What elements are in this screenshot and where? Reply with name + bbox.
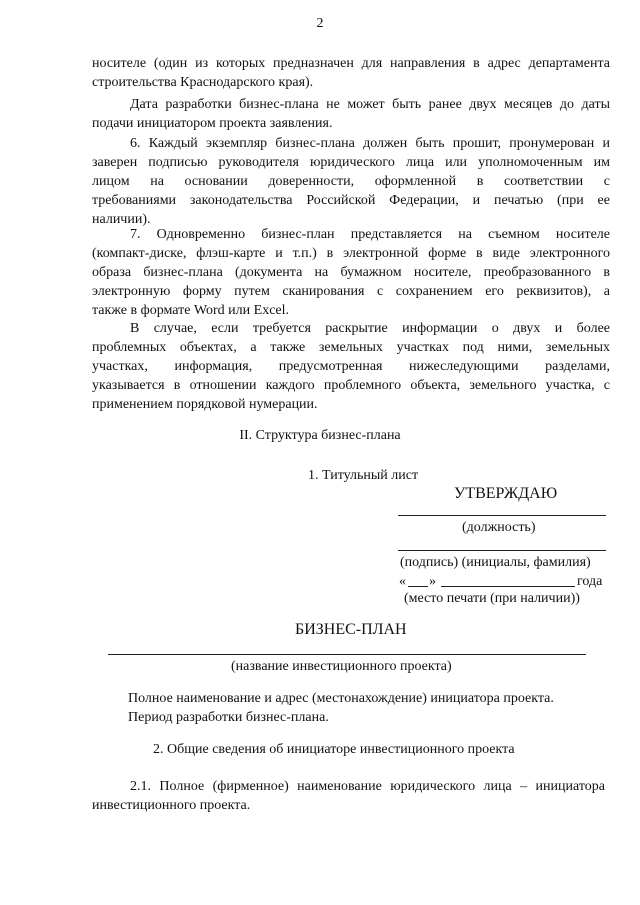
paragraph-line: подачи инициатором проекта заявления.	[92, 116, 333, 131]
paragraph-line: носителе (один из которых предназначен для направления в адрес департамента	[92, 56, 610, 71]
paragraph-line: образа бизнес-плана (документа на бумажном носителе, преобразованного в	[92, 265, 610, 280]
period-line: Период разработки бизнес-плана.	[128, 710, 329, 725]
month-blank-line	[441, 586, 575, 587]
signature-blank-line	[398, 550, 606, 551]
project-name-blank-line	[108, 654, 586, 655]
paragraph-line: применением порядковой нумерации.	[92, 397, 318, 412]
seal-caption: (место печати (при наличии))	[404, 591, 580, 606]
paragraph-line: требованиями законодательства Российской Федерации, и печатью (при ее	[92, 193, 610, 208]
paragraph-item-6	[92, 134, 610, 229]
paragraph-line: наличии).	[92, 212, 151, 227]
section-heading: II. Структура бизнес-плана	[239, 428, 401, 443]
paragraph-line: 6. Каждый экземпляр бизнес-плана должен быть прошит, пронумерован и	[130, 136, 610, 151]
section-2-heading: 2. Общие сведения об инициаторе инвестиционного проекта	[153, 742, 515, 757]
paragraph-multiple-objects	[92, 319, 610, 414]
paragraph-line: заверен подписью руководителя юридического лица или уполномоченным им	[92, 155, 610, 170]
paragraph-line: электронную форму путем сканирования с сохранением его реквизитов), а	[92, 284, 610, 299]
day-blank-line	[408, 586, 428, 587]
position-blank-line	[398, 515, 606, 516]
position-caption: (должность)	[462, 520, 536, 535]
date-open-quote: «	[399, 574, 406, 589]
project-name-caption: (название инвестиционного проекта)	[231, 659, 452, 674]
date-close-quote: »	[429, 574, 436, 589]
page-number: 2	[316, 16, 324, 31]
paragraph-line: участках, информация, предусмотренная нижеследующими разделами,	[92, 359, 610, 374]
paragraph-line: указывается в отношении каждого проблемного объекта, земельного участка, с	[92, 378, 610, 393]
clause-2-1	[92, 777, 605, 815]
paragraph-line: строительства Краснодарского края).	[92, 75, 314, 90]
signature-caption: (подпись) (инициалы, фамилия)	[400, 555, 591, 570]
paragraph-continuation	[92, 54, 610, 92]
initiator-line: Полное наименование и адрес (местонахождение) инициатора проекта.	[128, 691, 554, 706]
paragraph-line: Дата разработки бизнес-плана не может быть ранее двух месяцев до даты	[130, 97, 610, 112]
document-title: БИЗНЕС-ПЛАН	[295, 621, 407, 638]
subsection-heading-title-page: 1. Титульный лист	[308, 468, 419, 483]
paragraph-line: инвестиционного проекта.	[92, 798, 251, 813]
paragraph-line: 7. Одновременно бизнес-план представляется на съемном носителе	[130, 227, 610, 242]
paragraph-line: В случае, если требуется раскрытие информации о двух и более	[130, 321, 610, 336]
paragraph-line: лицом на основании доверенности, оформленной в соответствии с	[92, 174, 610, 189]
paragraph-item-7	[92, 225, 610, 320]
year-word: года	[577, 574, 603, 589]
paragraph-line: (компакт-диске, флэш-карте и т.п.) в электронной форме в виде электронного	[92, 246, 610, 261]
paragraph-date	[92, 95, 610, 133]
paragraph-line: также в формате Word или Excel.	[92, 303, 290, 318]
paragraph-line: 2.1. Полное (фирменное) наименование юридического лица – инициатора	[130, 779, 605, 794]
approval-heading: УТВЕРЖДАЮ	[454, 485, 558, 502]
paragraph-line: проблемных объектах, а также земельных участках под ними, земельных	[92, 340, 610, 355]
